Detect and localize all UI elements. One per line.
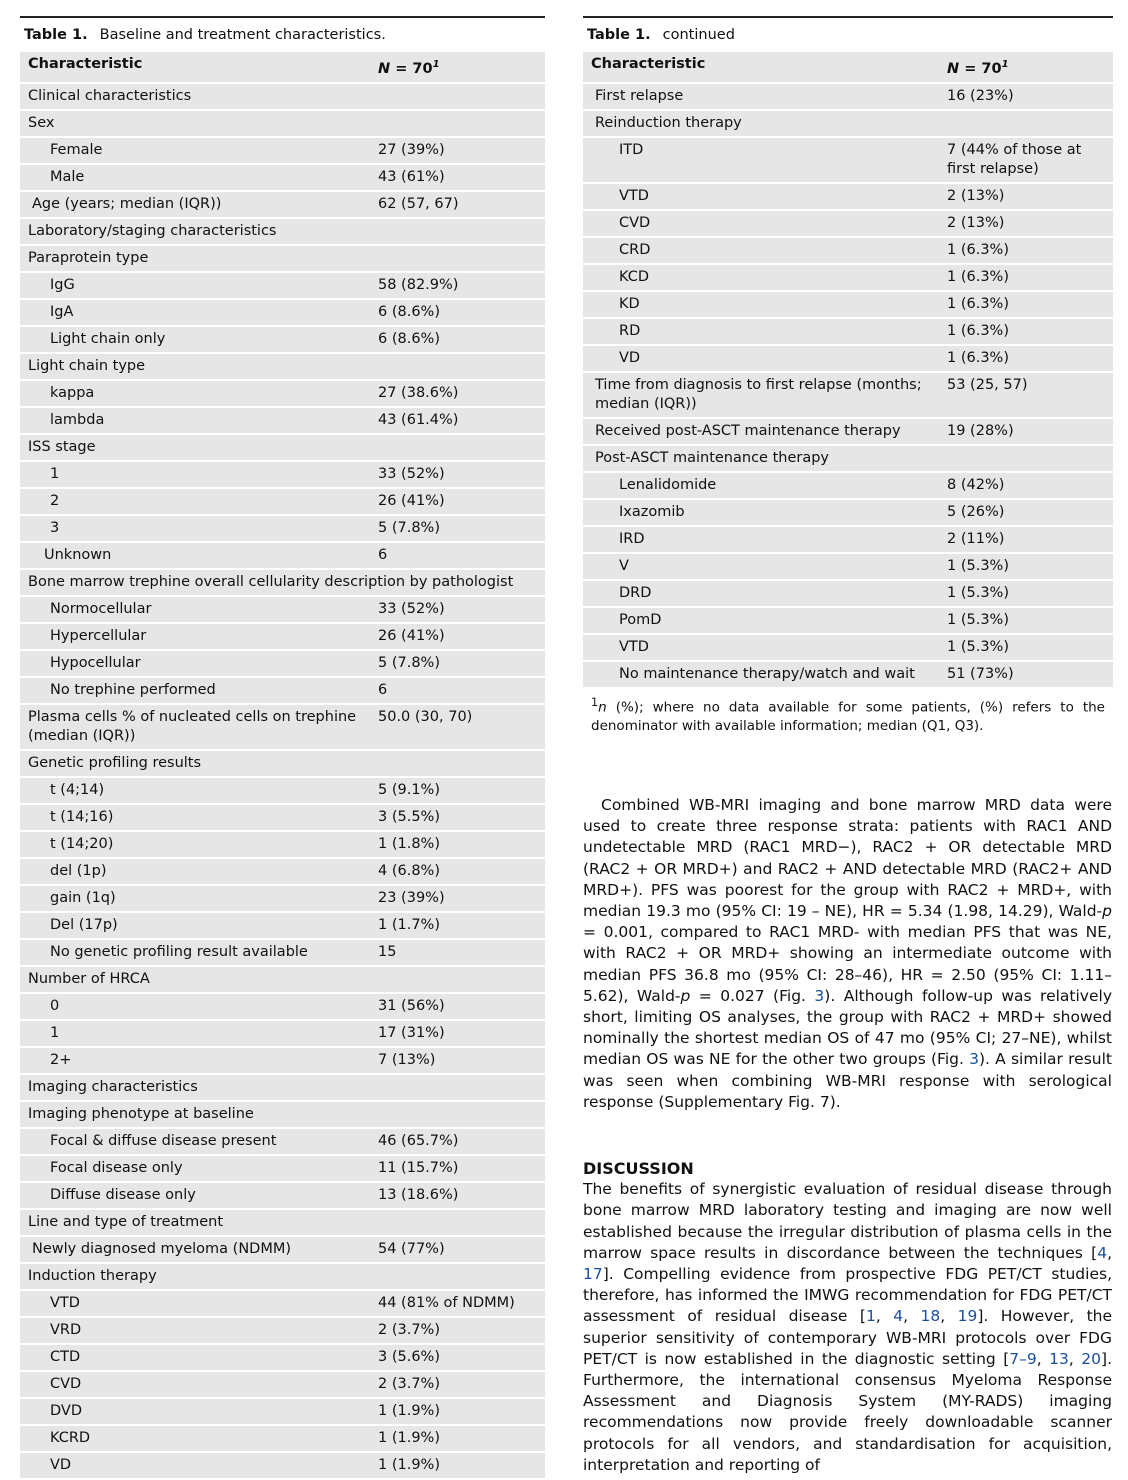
table-row [20, 778, 545, 805]
row-label: Hypercellular [50, 627, 147, 644]
row-value: 33 (52%) [378, 465, 445, 482]
row-label: KD [619, 295, 640, 312]
row-value: 43 (61.4%) [378, 411, 459, 428]
text-span: The benefits of synergistic evaluation of residual disease through bone marrow MRD laboratory testing and imaging are now well established because the irregular distribution of plasma cells in the marrow space results in discordance between the techniques [ [583, 1180, 1112, 1262]
row-value: 1 (6.3%) [947, 322, 1009, 339]
table-row [20, 84, 545, 111]
table-row [20, 994, 545, 1021]
row-label: No genetic profiling result available [50, 943, 308, 960]
row-value [374, 84, 545, 109]
table-row [20, 886, 545, 913]
table-row [583, 500, 1113, 527]
table-footnote: $^1$n (%); where no data available for some patients, (%) refers to the denominator with available information; median (Q1, Q3). [591, 695, 1105, 735]
row-label: Imaging phenotype at baseline [28, 1105, 254, 1122]
table-row [20, 705, 545, 751]
table-row [20, 967, 545, 994]
row-label: VTD [619, 638, 649, 655]
table-row [583, 84, 1113, 111]
row-value: 4 (6.8%) [378, 862, 440, 879]
row-value: 7 (44% of those at first relapse) [947, 141, 1082, 177]
row-label: First relapse [595, 87, 684, 104]
table-row [20, 1075, 545, 1102]
row-value: 54 (77%) [378, 1240, 445, 1257]
row-value: 1 (6.3%) [947, 349, 1009, 366]
row-value [374, 1075, 545, 1100]
table-row [583, 373, 1113, 419]
row-label: gain (1q) [50, 889, 116, 906]
row-value [374, 1102, 545, 1127]
table-row [20, 678, 545, 705]
table-row [20, 327, 545, 354]
table-row [20, 273, 545, 300]
row-value: 26 (41%) [378, 627, 445, 644]
row-label: Normocellular [50, 600, 152, 617]
row-value: 58 (82.9%) [378, 276, 459, 293]
row-value: 6 (8.6%) [378, 330, 440, 347]
row-label: Number of HRCA [28, 970, 150, 987]
table-row [583, 292, 1113, 319]
row-label: Ixazomib [619, 503, 685, 520]
row-label: Lenalidomide [619, 476, 717, 493]
table-row [20, 1102, 545, 1129]
row-label: 0 [50, 997, 60, 1014]
table-row [20, 1399, 545, 1426]
row-value: 3 (5.6%) [378, 1348, 440, 1365]
row-value: 6 (8.6%) [378, 303, 440, 320]
row-label: RD [619, 322, 641, 339]
row-label: VTD [619, 187, 649, 204]
text-span: , [1036, 1349, 1050, 1368]
table-row [20, 1156, 545, 1183]
row-label: Male [50, 168, 85, 185]
citation-link[interactable]: 17 [583, 1265, 603, 1284]
row-value: 5 (7.8%) [378, 519, 440, 536]
header-characteristic: Characteristic [28, 56, 143, 72]
row-label: 2 [50, 492, 60, 509]
table-caption-continued: Table 1. continued [587, 27, 735, 43]
text-span: ). A similar result was seen when combining WB-MRI response with serological response (Supplementary Fig. 7). [583, 1050, 1112, 1111]
row-value: 2 (3.7%) [378, 1375, 440, 1392]
row-value: 11 (15.7%) [378, 1159, 459, 1176]
row-label: t (14;16) [50, 808, 114, 825]
row-value: 23 (39%) [378, 889, 445, 906]
row-label: Light chain only [50, 330, 166, 347]
table-row [20, 435, 545, 462]
row-value: 5 (26%) [947, 503, 1005, 520]
row-value: 1 (1.9%) [378, 1456, 440, 1473]
table-row [20, 489, 545, 516]
citation-link[interactable]: 13 [1049, 1349, 1069, 1368]
row-label: DVD [50, 1402, 82, 1419]
row-label: CVD [619, 214, 651, 231]
row-value: 6 [378, 546, 388, 563]
table-row [20, 651, 545, 678]
row-label: V [619, 557, 629, 574]
row-label: KCD [619, 268, 650, 285]
row-label: 1 [50, 1024, 60, 1041]
table-row [20, 1048, 545, 1075]
table-row [20, 859, 545, 886]
row-label: PomD [619, 611, 662, 628]
row-label: ISS stage [28, 438, 96, 455]
table-row [20, 543, 545, 570]
table-row [20, 300, 545, 327]
row-value: 16 (23%) [947, 87, 1014, 104]
row-value: 3 (5.5%) [378, 808, 440, 825]
row-label: CTD [50, 1348, 81, 1365]
text-span: ). Although follow-up was relatively short, limiting OS analyses, the group with RAC2 + MRD+ showed nominally the shortest median OS of 47 mo (95% CI; 27–NE), whilst median OS was NE for the other two groups (Fig. [583, 986, 1112, 1069]
table-row [583, 554, 1113, 581]
row-value: 53 (25, 57) [947, 376, 1028, 393]
section-heading: DISCUSSION [583, 1159, 694, 1178]
row-value: 51 (73%) [947, 665, 1014, 682]
row-label: Received post-ASCT maintenance therapy [595, 422, 901, 439]
row-label: VD [50, 1456, 72, 1473]
table-row [20, 1264, 545, 1291]
row-label: t (14;20) [50, 835, 114, 852]
row-label: VD [619, 349, 641, 366]
row-label: IRD [619, 530, 645, 547]
table-row [20, 138, 545, 165]
table-row [583, 581, 1113, 608]
row-label: Genetic profiling results [28, 754, 202, 771]
table-row [20, 751, 545, 778]
row-label: Age (years; median (IQR)) [32, 195, 222, 212]
row-value: 1 (1.7%) [378, 916, 440, 933]
discussion-section [583, 1158, 1112, 1476]
row-label: 1 [50, 465, 60, 482]
row-label: t (4;14) [50, 781, 105, 798]
row-label: Bone marrow trephine overall cellularity description by pathologist [28, 573, 514, 590]
row-value [943, 111, 1113, 136]
citation-link[interactable]: 18 [920, 1307, 941, 1326]
table-row [583, 238, 1113, 265]
table-row [20, 1291, 545, 1318]
results-paragraph [583, 795, 1112, 1113]
text-span: , [1107, 1243, 1112, 1262]
row-value [374, 751, 545, 776]
row-value: 1 (1.9%) [378, 1429, 440, 1446]
table-row [20, 1129, 545, 1156]
row-value [374, 219, 545, 244]
row-value: 1 (5.3%) [947, 638, 1009, 655]
citation-link[interactable]: 3 [969, 1050, 979, 1069]
row-label: Time from diagnosis to first relapse (months; median (IQR)) [595, 376, 922, 412]
citation-link[interactable]: 4 [1097, 1243, 1108, 1262]
row-label: Reinduction therapy [595, 114, 742, 131]
table-row [20, 246, 545, 273]
table-row [20, 624, 545, 651]
row-value: 2 (11%) [947, 530, 1005, 547]
table-row [20, 913, 545, 940]
table-row [20, 1210, 545, 1237]
table-row [20, 1021, 545, 1048]
row-value [374, 354, 545, 379]
text-span: , [875, 1307, 894, 1326]
row-label: Post-ASCT maintenance therapy [595, 449, 829, 466]
row-value: 2 (13%) [947, 187, 1005, 204]
row-value: 1 (1.9%) [378, 1402, 440, 1419]
row-value: 26 (41%) [378, 492, 445, 509]
row-label: lambda [50, 411, 105, 428]
row-label: No maintenance therapy/watch and wait [619, 665, 915, 682]
row-value [374, 246, 545, 271]
row-value: 15 [378, 943, 397, 960]
table-row [583, 419, 1113, 446]
row-value: 8 (42%) [947, 476, 1005, 493]
row-label: Laboratory/staging characteristics [28, 222, 277, 239]
row-label: Paraprotein type [28, 249, 149, 266]
row-value: 13 (18.6%) [378, 1186, 459, 1203]
row-value [374, 967, 545, 992]
table1-left [20, 16, 545, 1480]
row-value [374, 1210, 545, 1235]
text-span: Combined WB-MRI imaging and bone marrow MRD data were used to create three response strata: patients with RAC1 AND undetectable MRD (RAC1 MRD−), RAC2 + OR detectable MRD (RAC2 + OR MRD+) and RAC2 + AND detectable MRD (RAC2+ AND MRD+). PFS was poorest for the group with RAC2 + MRD+, with median 19.3 mo (95% CI: 19 – NE), HR = 5.34 (1.98, 14.29), Wald- [583, 796, 1112, 921]
table-row [583, 184, 1113, 211]
row-value: 17 (31%) [378, 1024, 445, 1041]
italic-text: p [680, 986, 691, 1005]
citation-link[interactable]: 7–9 [1009, 1349, 1037, 1368]
table-row [20, 570, 545, 597]
table-row [20, 1318, 545, 1345]
row-label: Line and type of treatment [28, 1213, 224, 1230]
table-row [20, 1345, 545, 1372]
row-label: VRD [50, 1321, 82, 1338]
citation-link[interactable]: 4 [893, 1307, 904, 1326]
citation-link[interactable]: 1 [865, 1307, 876, 1326]
row-label: kappa [50, 384, 95, 401]
row-label: 3 [50, 519, 60, 536]
row-label: DRD [619, 584, 652, 601]
row-label: Female [50, 141, 103, 158]
row-label: Unknown [44, 546, 112, 563]
row-label: ITD [619, 141, 644, 158]
row-value [374, 1264, 545, 1289]
row-value: 43 (61%) [378, 168, 445, 185]
text-span: = 0.001, compared to RAC1 MRD- with median PFS that was NE, with RAC2 + OR MRD+ showing an intermediate outcome with median PFS 36.8 mo (95% CI: 28–46), HR = 2.50 (95% CI: 1.11–5.62), Wald- [583, 923, 1112, 1005]
row-label: 2+ [50, 1051, 72, 1068]
table-row [583, 473, 1113, 500]
row-value: 1 (6.3%) [947, 268, 1009, 285]
row-value: 44 (81% of NDMM) [378, 1294, 515, 1311]
table-row [20, 940, 545, 967]
row-value [943, 446, 1113, 471]
citation-link[interactable]: 3 [814, 986, 825, 1005]
table-row [583, 346, 1113, 373]
row-label: No trephine performed [50, 681, 216, 698]
row-label: Imaging characteristics [28, 1078, 198, 1095]
row-label: KCRD [50, 1429, 91, 1446]
header-n: $N = 70^1$ [378, 59, 440, 77]
text-span: ]. However, the superior sensitivity of contemporary WB-MRI protocols over FDG PET/CT is now established in the diagnostic setting [ [583, 1307, 1113, 1368]
table-row [20, 408, 545, 435]
table-row [20, 1426, 545, 1453]
row-label: Diffuse disease only [50, 1186, 196, 1203]
table-row [583, 265, 1113, 292]
row-label: IgA [50, 303, 74, 320]
table-row [583, 527, 1113, 554]
row-value: 46 (65.7%) [378, 1132, 459, 1149]
table-row [20, 111, 545, 138]
row-label: CVD [50, 1375, 82, 1392]
row-value [374, 111, 545, 136]
text-span: , [940, 1307, 958, 1326]
text-span: ]. Furthermore, the international consensus Myeloma Response Assessment and Diagnosis System (MY-RADS) imaging recommendations now provide freely downloadable scanner protocols for all vendors, and standardisation for acquisition, interpretation and reporting of [583, 1349, 1113, 1474]
table-row [20, 1453, 545, 1480]
table-header-row [20, 52, 545, 84]
italic-text: p [1102, 902, 1112, 921]
row-label: Light chain type [28, 357, 146, 374]
table-row [583, 608, 1113, 635]
table-row [583, 635, 1113, 662]
table-row [20, 597, 545, 624]
table-row [583, 111, 1113, 138]
table-row [20, 832, 545, 859]
table1-right [583, 16, 1113, 736]
row-value: 1 (6.3%) [947, 241, 1009, 258]
row-value [374, 435, 545, 460]
citation-link[interactable]: 20 [1081, 1349, 1102, 1368]
row-value: 31 (56%) [378, 997, 445, 1014]
row-label: IgG [50, 276, 75, 293]
row-label: Clinical characteristics [28, 87, 192, 104]
table-row [20, 165, 545, 192]
text-span: = 0.027 (Fig. [690, 986, 815, 1005]
row-value: 1 (6.3%) [947, 295, 1009, 312]
row-label: VTD [50, 1294, 80, 1311]
table-row [20, 1237, 545, 1264]
header-characteristic: Characteristic [591, 56, 706, 72]
table-row [583, 138, 1113, 184]
row-value: 5 (7.8%) [378, 654, 440, 671]
row-value: 1 (5.3%) [947, 557, 1009, 574]
row-label: Induction therapy [28, 1267, 157, 1284]
text-span: , [903, 1307, 921, 1326]
table-header-row [583, 52, 1113, 84]
row-value: 1 (1.8%) [378, 835, 440, 852]
table-row [20, 462, 545, 489]
table-caption: Table 1. Baseline and treatment characteristics. [24, 27, 386, 43]
table-row [20, 1372, 545, 1399]
table-row [20, 805, 545, 832]
row-value: 62 (57, 67) [378, 195, 459, 212]
row-label: Hypocellular [50, 654, 141, 671]
table-row [20, 192, 545, 219]
row-label: Focal disease only [50, 1159, 183, 1176]
row-value: 2 (3.7%) [378, 1321, 440, 1338]
row-value: 1 (5.3%) [947, 611, 1009, 628]
row-value: 7 (13%) [378, 1051, 436, 1068]
table-body [583, 52, 1113, 689]
row-label: Plasma cells % of nucleated cells on trephine (median (IQR)) [28, 708, 357, 744]
row-label: Newly diagnosed myeloma (NDMM) [32, 1240, 292, 1257]
citation-link[interactable]: 19 [957, 1307, 978, 1326]
row-value: 2 (13%) [947, 214, 1005, 231]
row-value: 27 (38.6%) [378, 384, 459, 401]
table-row [583, 319, 1113, 346]
row-label: del (1p) [50, 862, 107, 879]
text-span: , [1068, 1349, 1082, 1368]
table-row [583, 446, 1113, 473]
table-row [20, 1183, 545, 1210]
table-row [583, 211, 1113, 238]
table-row [20, 516, 545, 543]
table-row [20, 219, 545, 246]
row-label: Del (17p) [50, 916, 118, 933]
row-value: 50.0 (30, 70) [378, 708, 473, 725]
row-value: 1 (5.3%) [947, 584, 1009, 601]
row-value: 6 [378, 681, 388, 698]
row-label: CRD [619, 241, 651, 258]
table-row [583, 662, 1113, 689]
table-body [20, 52, 545, 1480]
row-label: Sex [28, 114, 55, 131]
table-row [20, 381, 545, 408]
discussion-paragraph [583, 1179, 1112, 1476]
row-value: 5 (9.1%) [378, 781, 440, 798]
row-value: 19 (28%) [947, 422, 1014, 439]
row-value: 27 (39%) [378, 141, 445, 158]
text-span: ]. Compelling evidence from prospective FDG PET/CT studies, therefore, has informed the IMWG recommendation for FDG PET/CT assessment of residual disease [ [583, 1265, 1112, 1326]
table-row [20, 354, 545, 381]
row-value: 33 (52%) [378, 600, 445, 617]
header-n: $N = 70^1$ [947, 59, 1009, 77]
row-label: Focal & diffuse disease present [50, 1132, 277, 1149]
